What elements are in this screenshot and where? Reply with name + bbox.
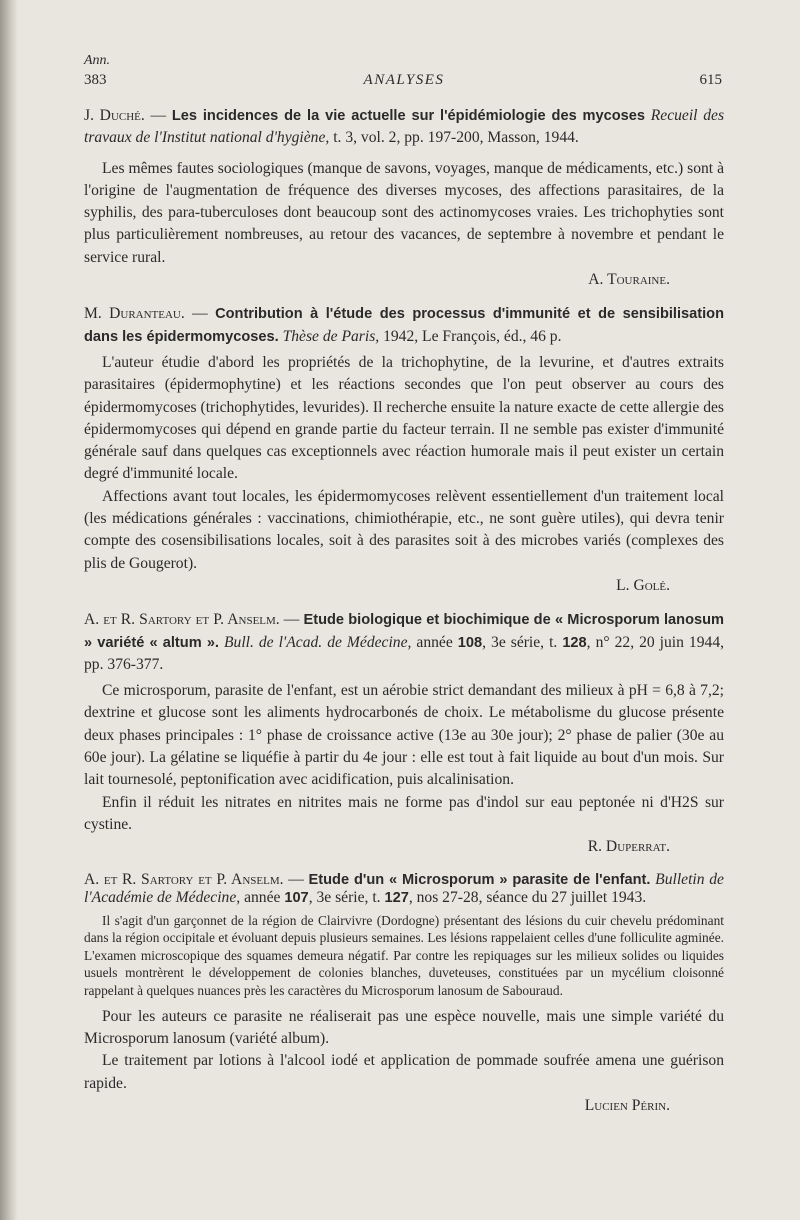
article-title: Etude d'un « Microsporum » parasite de l'enfant. [308, 871, 651, 888]
year-volume: 107 [284, 890, 309, 907]
entry-authors: J. Duché. [84, 107, 145, 124]
publication-source: Bull. de l'Acad. de Médecine, [224, 633, 412, 651]
case-summary-paragraph: Il s'agit d'un garçonnet de la région de Clairvivre (Dordogne) présentant des lésions du cuir chevelu prédominant dans la région occipitale et évoluant depuis plusieurs semaines. Les lésions rappelaient celles d'une folliculite agminée. L'examen microscopique des squames demeura négatif. Par contre les repiquages sur les milieux solides ou liquides usuels montrèrent le développement de colonies blanches, duveteuses, constituées par un mycélium cloisonné rappelant à quelques nuances près les caractères du Microsporum lanosum de Sabouraud. [84, 912, 724, 999]
book-binding-shadow [0, 0, 18, 1220]
bibliographic-reference [84, 303, 724, 348]
document-page [84, 54, 724, 1117]
running-title: ANALYSES [363, 72, 445, 88]
reviewer-signature: R. Duperrat. [587, 838, 670, 856]
review-paragraph: Enfin il réduit les nitrates en nitrites mais ne forme pas d'indol sur eau peptonée ni d'H2S sur cystine. [84, 793, 724, 833]
article-title: Etude biologique et biochimique de « Microsporum lanosum » variété « altum ». [84, 612, 724, 651]
publication-details: année [411, 633, 458, 651]
dash: — [283, 870, 309, 888]
publication-source: Bulletin de l'Académie de Médecine, [84, 870, 724, 907]
review-paragraph: Affections avant tout locales, les épidermomycoses relèvent essentiellement d'un traitement local (les médications générales : vaccinations, chimiothérapie, etc., ne sont guère utiles), qui devra tenir compte des cosensibilisations locales, soit à des parasites soit à des microbes variés (complexes des plis de Gougerot). [84, 487, 724, 572]
article-title: Contribution à l'étude des processus d'immunité et de sensibilisation dans les épidermomycoses. [84, 306, 724, 345]
year-volume: 108 [457, 634, 483, 651]
volume-number: 383 [84, 72, 107, 88]
publication-details: 1942, Le François, éd., 46 p. [379, 327, 562, 345]
publication-details: , nos 27-28, séance du 27 juillet 1943. [408, 889, 647, 907]
review-paragraph: Ce microsporum, parasite de l'enfant, est un aérobie strict demandant des milieux à pH = 6,8 à 7,2; dextrine et glucose sont les aliments hydrocarbonés de choix. Le métabolisme du glucose présente deux phases principales : 1° phase de croissance active (13e au 30e jour); 2° phase de palier (30e au 60e jour). La gélatine se liquéfie à partir du 4e jour : elle est tout à fait liquide au bout d'un mois. Sur lait tournesolé, peptonification avec acidification, puis alcalinisation. [84, 682, 724, 789]
reviewer-signature: Lucien Périn. [584, 1096, 670, 1114]
running-head [84, 69, 724, 93]
bibliographic-reference [84, 609, 724, 676]
entry-authors: A. et R. Sartory et P. Anselm. [84, 611, 280, 629]
reviewer-signature: A. Touraine. [588, 271, 670, 289]
bibliographic-reference [84, 105, 724, 150]
publication-details: t. 3, vol. 2, pp. 197-200, Masson, 1944. [329, 129, 579, 147]
dash: — [279, 611, 304, 629]
dash: — [184, 305, 216, 323]
review-entry [84, 303, 724, 597]
publication-details: , n° 22, 20 juin 1944, pp. 376-377. [84, 633, 725, 673]
entry-authors: A. et R. Sartory et P. Anselm. [84, 870, 284, 888]
publication-source: Recueil des travaux de l'Institut national d'hygiène, [84, 107, 725, 147]
review-entry [84, 609, 724, 858]
entry-authors: M. Duranteau. [84, 305, 185, 323]
publication-details: , 3e série, t. [482, 633, 563, 651]
article-title: Les incidences de la vie actuelle sur l'épidémiologie des mycoses [171, 108, 646, 124]
review-entry [84, 105, 724, 291]
review-entry [84, 871, 724, 1118]
publication-details: , 3e série, t. [308, 889, 385, 907]
reviewer-signature: L. Golé. [616, 576, 670, 594]
tome-number: 128 [562, 634, 587, 651]
publication-details: année [240, 889, 285, 907]
dash: — [144, 107, 172, 124]
review-paragraph: Le traitement par lotions à l'alcool iodé et application de pommade soufrée amena une guérison rapide. [84, 1052, 724, 1092]
page-number: 615 [699, 72, 722, 88]
publication-source: Thèse de Paris, [282, 327, 380, 345]
bibliographic-reference [84, 871, 724, 908]
ann-mark: Ann. [84, 53, 111, 68]
review-paragraph: Pour les auteurs ce parasite ne réaliserait pas une espèce nouvelle, mais une simple variété du Microsporum lanosum (variété album). [84, 1007, 724, 1047]
review-paragraph: L'auteur étudie d'abord les propriétés de la trichophytine, de la levurine, et d'autres extraits parasitaires (épidermophytine) et les réactions secondes que l'on peut observer au cours des épidermomycoses (trichophytides, levurides). Il recherche ensuite la nature exacte de cette allergie des épidermomycoses qui dépend en grande partie du facteur terrain. Il ne semble pas exister d'immunité générale sauf dans quelques cas exceptionnels avec réaction humorale mais il peut exister un certain degré d'immunité locale. [84, 353, 724, 483]
review-paragraph: Les mêmes fautes sociologiques (manque de savons, voyages, manque de médicaments, etc.) sont à l'origine de l'augmentation de fréquence des diverses mycoses, des affections parasitaires, de la syphilis, des para-tuberculoses dont beaucoup sont des actinomycoses vraies. Les trichophyties sont plus particulièrement nombreuses, au retour des vacances, de septembre à novembre et pendant le service rural. [84, 159, 724, 266]
tome-number: 127 [384, 890, 409, 907]
